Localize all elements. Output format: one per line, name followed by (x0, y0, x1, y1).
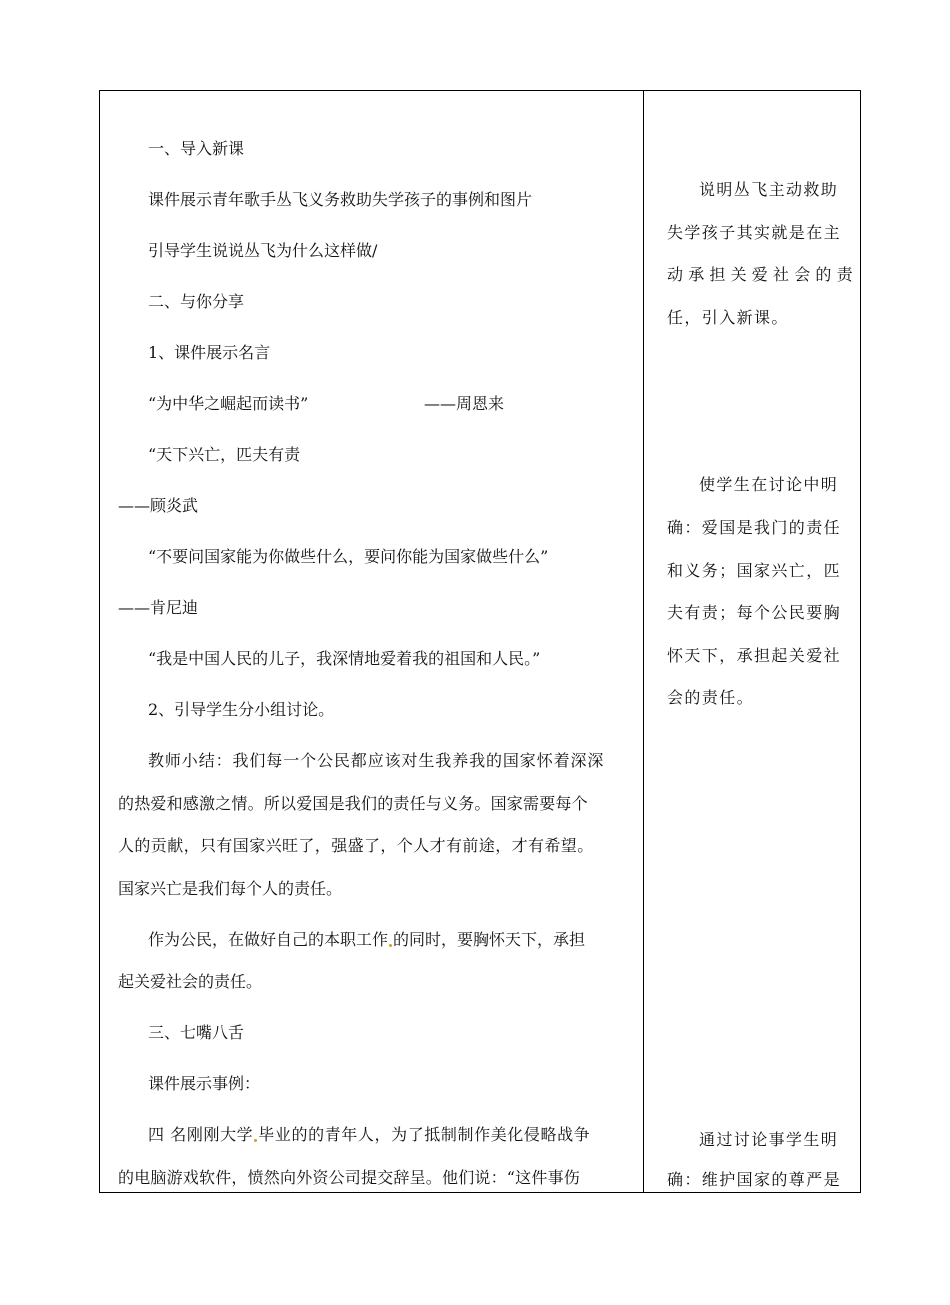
text-line: 2、引导学生分小组讨论。 (148, 700, 335, 719)
text-line: 国家兴亡是我们每个人的责任。 (118, 879, 343, 898)
note-line: 确：维护国家的尊严是 (667, 1170, 842, 1189)
quote-line: “天下兴亡，匹夫有责 (148, 445, 301, 464)
note-line: 失学孩子其实就是在主 (667, 223, 842, 242)
text-line: 课件展示青年歌手丛飞义务救助失学孩子的事例和图片 (148, 190, 533, 209)
quote-line: “我是中国人民的儿子，我深情地爱着我的祖国和人民。” (148, 649, 541, 668)
text-segment: 毕业的的青年人，为了抵制制作美化侵略战争 (258, 1125, 591, 1144)
text-line: 教师小结：我们每一个公民都应该对生我养我的国家怀着深深 (148, 751, 605, 770)
note-line: 任，引入新课。 (667, 308, 789, 327)
note-line: 动承担关爱社会的责 (667, 265, 858, 284)
quote-attribution: ——顾炎武 (118, 496, 199, 515)
note-line: 使学生在讨论中明 (699, 475, 839, 494)
note-line: 说明丛飞主动救助 (699, 180, 839, 199)
quote-attribution: ——周恩来 (424, 394, 505, 413)
text-line: 1、课件展示名言 (148, 343, 271, 362)
section-heading-intro: 一、导入新课 (148, 139, 245, 158)
quote-line: “为中华之崛起而读书” (148, 394, 309, 413)
section-heading-discussion: 三、七嘴八舌 (148, 1023, 245, 1042)
quote-attribution: ——肯尼迪 (118, 598, 199, 617)
text-line (148, 930, 585, 950)
note-line: 通过讨论事学生明 (699, 1130, 839, 1149)
column-divider (643, 90, 644, 1193)
text-segment: 作为公民，在做好自己的本职工作 (148, 930, 389, 949)
note-line: 夫有责；每个公民要胸 (667, 603, 842, 622)
text-line: 人的贡献，只有国家兴旺了，强盛了，个人才有前途，才有希望。 (118, 836, 594, 855)
note-line: 会的责任。 (667, 688, 755, 707)
mark-dot (389, 944, 392, 947)
text-line: 的热爱和感激之情。所以爱国是我们的责任与义务。国家需要每个 (118, 794, 588, 813)
text-segment: 四 名刚刚大学 (148, 1125, 254, 1144)
text-line: 起关爱社会的责任。 (118, 972, 263, 991)
note-line: 和义务；国家兴亡，匹 (667, 561, 842, 580)
text-line: 引导学生说说丛飞为什么这样做/ (148, 241, 378, 260)
text-segment: 的同时，要胸怀天下，承担 (393, 930, 586, 949)
note-line: 确：爱国是我门的责任 (667, 518, 842, 537)
mark-dot (254, 1139, 257, 1142)
text-line: 的电脑游戏软件，愤然向外资公司提交辞呈。他们说：“这件事伤 (118, 1168, 580, 1187)
note-line: 怀天下，承担起关爱社 (667, 646, 842, 665)
text-line: 课件展示事例： (148, 1074, 261, 1093)
text-line (148, 1125, 590, 1145)
section-heading-share: 二、与你分享 (148, 292, 245, 311)
quote-line: “不要问国家能为你做些什么，要问你能为国家做些什么” (148, 547, 549, 566)
